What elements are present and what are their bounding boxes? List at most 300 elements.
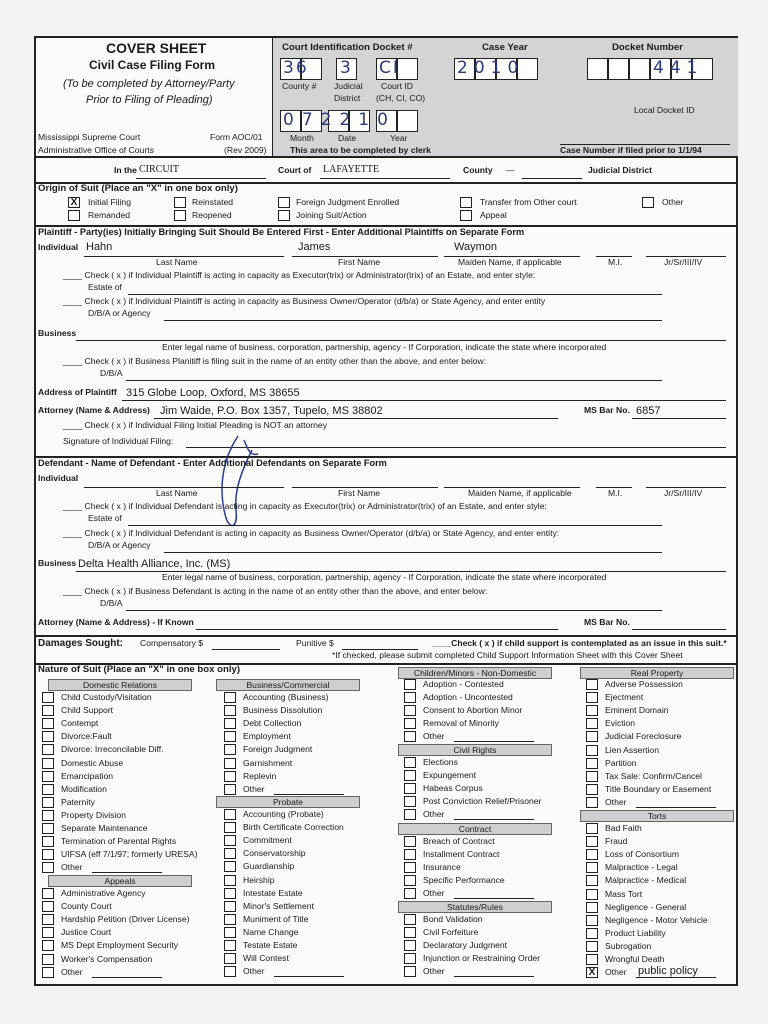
case-year-label: Case Year: [482, 42, 528, 53]
local-docket-label: Local Docket ID: [634, 105, 695, 115]
plaintiff-estate-of-label: Estate of: [88, 282, 122, 292]
torts-option: Fraud: [605, 836, 628, 847]
probate-checkbox[interactable]: [224, 835, 236, 846]
children-checkbox[interactable]: [404, 705, 416, 716]
plaintiff-heading: Plaintiff - Party(ies) Initially Bringing Suit Should Be Entered First - Enter Additional Plaintiffs on Separate Form: [38, 227, 525, 237]
children-checkbox[interactable]: [404, 692, 416, 703]
origin-joining-suit: Joining Suit/Action: [296, 210, 367, 220]
county-number-label: County #: [282, 81, 317, 91]
appeals-option: MS Dept Employment Security: [61, 940, 179, 951]
civil-rights-checkbox[interactable]: [404, 770, 416, 781]
domestic-option: Emancipation: [61, 770, 114, 781]
domestic-option: Child Support: [61, 705, 114, 716]
probate-option: Heirship: [243, 874, 275, 885]
date-label: Date: [338, 133, 357, 143]
probate-checkbox[interactable]: [224, 953, 236, 964]
contract-option: Other: [423, 888, 445, 899]
torts-checkbox[interactable]: X: [586, 967, 598, 978]
domestic-option: Modification: [61, 783, 107, 794]
remanded-checkbox[interactable]: [68, 210, 80, 221]
court-id-cell[interactable]: [397, 58, 418, 80]
real-property-checkbox[interactable]: [586, 784, 598, 795]
origin-reinstated: Reinstated: [192, 197, 234, 207]
probate-checkbox[interactable]: [224, 914, 236, 925]
children-option: Adoption - Uncontested: [423, 692, 513, 703]
judicial-label: Judicial: [334, 81, 363, 91]
probate-option: Guardianship: [243, 861, 295, 872]
appeals-checkbox[interactable]: [42, 927, 54, 938]
domestic-checkbox[interactable]: [42, 849, 54, 860]
plaintiff-first-name-label: First Name: [338, 257, 381, 267]
domestic-checkbox[interactable]: [42, 692, 54, 703]
aoc-label: Administrative Office of Courts: [38, 145, 154, 155]
child-support-note: *If checked, please submit completed Child Support Information Sheet with this Cover Sheet: [332, 650, 683, 660]
domestic-checkbox[interactable]: [42, 771, 54, 782]
probate-header: Probate: [216, 796, 360, 808]
probate-checkbox[interactable]: [224, 861, 236, 872]
clerk-note: This area to be completed by clerk: [290, 145, 431, 155]
plaintiff-ms-bar-value: 6857: [636, 405, 661, 417]
defendant-check-estate[interactable]: ____ Check ( x ) if Individual Defendant is acting in capacity as Executor(trix) or Administrator(trix) of an Estate, and enter style:: [63, 501, 547, 511]
business-option: Debt Collection: [243, 718, 302, 729]
business-checkbox[interactable]: [224, 784, 236, 795]
contract-checkbox[interactable]: [404, 875, 416, 886]
real-property-checkbox[interactable]: [586, 679, 598, 690]
children-option: Other: [423, 731, 445, 742]
date-cell[interactable]: [397, 110, 418, 132]
contract-option: Breach of Contract: [423, 836, 495, 846]
civil-rights-checkbox[interactable]: [404, 757, 416, 768]
torts-checkbox[interactable]: [586, 902, 598, 913]
real-property-checkbox[interactable]: [586, 718, 598, 729]
judicial-district-value: 3: [340, 58, 353, 78]
defendant-legal-name-note: Enter legal name of business, corporation, partnership, agency - If Corporation, indicate the state where incorporated: [162, 572, 607, 582]
plaintiff-suffix-label: Jr/Sr/III/IV: [664, 257, 703, 267]
county-label: County: [463, 165, 493, 175]
domestic-checkbox[interactable]: [42, 862, 54, 873]
defendant-dba-agency-label: D/B/A or Agency: [88, 540, 151, 550]
probate-option: Conservatorship: [243, 848, 306, 859]
compensatory-label: Compensatory $: [140, 638, 204, 648]
children-minors-header: Children/Minors - Non-Domestic: [398, 667, 552, 679]
judicial-district-label: Judicial District: [588, 165, 652, 175]
domestic-checkbox[interactable]: [42, 784, 54, 795]
real-property-option: Eminent Domain: [605, 705, 669, 716]
probate-checkbox[interactable]: [224, 940, 236, 951]
appeals-checkbox[interactable]: [42, 967, 54, 978]
statutes-checkbox[interactable]: [404, 940, 416, 951]
transfer-checkbox[interactable]: [460, 197, 472, 208]
appeals-header: Appeals: [48, 875, 192, 887]
domestic-option: Domestic Abuse: [61, 757, 124, 768]
filing-date-value: 072210: [283, 110, 396, 130]
other-write-in-line[interactable]: [92, 872, 162, 873]
torts-checkbox[interactable]: [586, 889, 598, 900]
torts-option: Loss of Consortium: [605, 849, 680, 860]
real-property-option: Tax Sale: Confirm/Cancel: [605, 770, 702, 781]
month-label: Month: [290, 133, 314, 143]
plaintiff-legal-name-note: Enter legal name of business, corporation, partnership, agency - If Corporation, indicate the state where incorporated: [162, 342, 607, 352]
county-number-value: 36: [283, 58, 309, 78]
business-option: Foreign Judgment: [243, 744, 313, 755]
child-support-check[interactable]: ____Check ( x ) if child support is contemplated as an issue in this suit.*: [432, 638, 727, 648]
business-option: Business Dissolution: [243, 705, 323, 716]
real-property-option: Judicial Foreclosure: [605, 731, 682, 742]
domestic-option: Divorce: Irreconcilable Diff.: [61, 744, 164, 755]
torts-option: Mass Tort: [605, 888, 643, 899]
children-option: Consent to Abortion Minor: [423, 705, 523, 716]
reinstated-checkbox[interactable]: [174, 197, 186, 208]
statutes-checkbox[interactable]: [404, 966, 416, 977]
domestic-option: Property Division: [61, 809, 126, 820]
plaintiff-maiden-value: Waymon: [454, 241, 497, 253]
children-option: Adoption - Contested: [423, 679, 504, 689]
plaintiff-check-business[interactable]: ____ Check ( x ) if Individual Plaintiff is acting in capacity as Business Owner/Operator (d/b/a) or State Agency, and enter entity: [63, 296, 546, 306]
probate-option: Accounting (Probate): [243, 809, 324, 819]
domestic-option: Divorce:Fault: [61, 731, 112, 742]
probate-option: Intestate Estate: [243, 887, 303, 898]
civil-rights-checkbox[interactable]: [404, 809, 416, 820]
torts-checkbox[interactable]: [586, 928, 598, 939]
plaintiff-check-estate[interactable]: ____ Check ( x ) if Individual Plaintiff is acting in capacity as Executor(trix) or Administrator(trix) of an Estate, and enter style:: [63, 270, 536, 280]
contract-checkbox[interactable]: [404, 849, 416, 860]
domestic-checkbox[interactable]: [42, 705, 54, 716]
child-support-check-text: Check ( x ) if child support is contemplated as an issue in this suit.*: [451, 638, 727, 648]
damages-label: Damages Sought:: [38, 638, 124, 649]
other-write-in-line[interactable]: [454, 819, 534, 820]
plaintiff-last-name-label: Last Name: [156, 257, 198, 267]
torts-checkbox[interactable]: [586, 849, 598, 860]
probate-option: Muniment of Title: [243, 913, 309, 924]
defendant-mi-label: M.I.: [608, 488, 623, 498]
civil-rights-header: Civil Rights: [398, 744, 552, 756]
real-property-option: Eviction: [605, 718, 636, 729]
origin-reopened: Reopened: [192, 210, 232, 220]
torts-option: Malpractice - Medical: [605, 875, 687, 886]
civil-rights-option: Elections: [423, 757, 458, 767]
contract-option: Specific Performance: [423, 875, 505, 886]
real-property-option: Title Boundary or Easement: [605, 783, 712, 794]
appeals-option: Administrative Agency: [61, 888, 146, 898]
business-option: Garnishment: [243, 757, 293, 768]
other-write-in-line[interactable]: [454, 741, 534, 742]
domestic-option: Separate Maintenance: [61, 823, 148, 833]
real-property-checkbox[interactable]: [586, 692, 598, 703]
domestic-option: Paternity: [61, 796, 95, 807]
district-label: District: [334, 93, 361, 103]
torts-checkbox[interactable]: [586, 836, 598, 847]
appeals-checkbox[interactable]: [42, 888, 54, 899]
plaintiff-mi-label: M.I.: [608, 257, 623, 267]
punitive-label: Punitive $: [296, 638, 334, 648]
torts-other-value: public policy: [638, 965, 698, 978]
docket-number-value: 441: [653, 58, 704, 78]
appeals-checkbox[interactable]: [42, 954, 54, 965]
appeals-checkbox[interactable]: [42, 940, 54, 951]
docket-cell[interactable]: [608, 58, 629, 80]
real-property-option: Lien Assertion: [605, 744, 659, 755]
contract-checkbox[interactable]: [404, 836, 416, 847]
children-checkbox[interactable]: [404, 679, 416, 690]
defendant-business-label: Business: [38, 558, 77, 568]
form-subtitle: Civil Case Filing Form: [89, 58, 216, 72]
children-checkbox[interactable]: [404, 731, 416, 742]
torts-option: Other: [605, 967, 627, 978]
statutes-option: Injunction or Restraining Order: [423, 953, 541, 964]
defendant-check-business-text: Check ( x ) if Individual Defendant is acting in capacity as Business Owner/Operator (d/b/a) or State Agency, and enter entity:: [84, 528, 560, 538]
domestic-checkbox[interactable]: [42, 797, 54, 808]
plaintiff-business-label: Business: [38, 328, 77, 338]
real-property-checkbox[interactable]: [586, 758, 598, 769]
origin-other-checkbox[interactable]: [642, 197, 654, 208]
defendant-ms-bar-label: MS Bar No.: [584, 617, 630, 627]
domestic-option: UIFSA (eff 7/1/97; formerly URESA): [61, 849, 198, 860]
plaintiff-first-name-value: James: [298, 241, 331, 253]
statutes-option: Other: [423, 966, 445, 977]
domestic-option: Contempt: [61, 718, 99, 729]
origin-other: Other: [662, 197, 684, 207]
form-title: COVER SHEET: [106, 40, 207, 56]
appeals-option: Worker's Compensation: [61, 953, 153, 964]
other-write-in-line[interactable]: [92, 977, 162, 978]
appeals-option: Hardship Petition (Driver License): [61, 914, 190, 925]
county-dash: —: [506, 165, 515, 175]
court-id-value: CI: [379, 58, 400, 78]
civil-rights-option: Habeas Corpus: [423, 783, 483, 794]
defendant-first-name-label: First Name: [338, 488, 381, 498]
defendant-suffix-label: Jr/Sr/III/IV: [664, 488, 703, 498]
probate-option: Name Change: [243, 926, 299, 937]
defendant-check-entity[interactable]: ____ Check ( x ) if Business Defendant is acting in the name of an entity other than the above, and enter below:: [63, 586, 488, 596]
domestic-option: Other: [61, 862, 83, 873]
court-id-small-label: Court ID: [381, 81, 413, 91]
torts-checkbox[interactable]: [586, 823, 598, 834]
business-checkbox[interactable]: [224, 758, 236, 769]
contract-checkbox[interactable]: [404, 862, 416, 873]
appeals-option: Other: [61, 966, 83, 977]
business-checkbox[interactable]: [224, 692, 236, 703]
defendant-check-entity-text: Check ( x ) if Business Defendant is acting in the name of an entity other than the above, and enter below:: [84, 586, 488, 596]
case-year-value: 2010: [457, 58, 525, 78]
appeals-checkbox[interactable]: [42, 901, 54, 912]
contract-checkbox[interactable]: [404, 888, 416, 899]
county-name-value: LAFAYETTE: [323, 164, 380, 175]
defendant-check-estate-text: Check ( x ) if Individual Defendant is acting in capacity as Executor(trix) or Administrator(trix) of an Estate, and enter style:: [84, 501, 547, 511]
business-checkbox[interactable]: [224, 705, 236, 716]
torts-option: Subrogation: [605, 940, 652, 951]
real-property-header: Real Property: [580, 667, 734, 679]
domestic-checkbox[interactable]: [42, 744, 54, 755]
real-property-option: Ejectment: [605, 692, 644, 703]
real-property-checkbox[interactable]: [586, 705, 598, 716]
appeal-checkbox[interactable]: [460, 210, 472, 221]
domestic-checkbox[interactable]: [42, 823, 54, 834]
business-checkbox[interactable]: [224, 718, 236, 729]
probate-checkbox[interactable]: [224, 875, 236, 886]
statutes-checkbox[interactable]: [404, 927, 416, 938]
origin-transfer: Transfer from Other court: [480, 197, 577, 207]
court-id-docket-label: Court Identification Docket #: [282, 42, 413, 53]
business-checkbox[interactable]: [224, 771, 236, 782]
civil-rights-option: Post Conviction Relief/Prisoner: [423, 796, 542, 807]
statutes-option: Declaratory Judgment: [423, 940, 508, 951]
business-checkbox[interactable]: [224, 731, 236, 742]
plaintiff-attorney-value: Jim Waide, P.O. Box 1357, Tupelo, MS 38802: [160, 405, 383, 417]
real-property-checkbox[interactable]: [586, 797, 598, 808]
civil-rights-option: Other: [423, 809, 445, 820]
torts-option: Wrongful Death: [605, 954, 665, 964]
probate-option: Will Contest: [243, 953, 289, 964]
business-option: Replevin: [243, 770, 277, 781]
instruction-line-1: (To be completed by Attorney/Party: [63, 78, 235, 90]
business-commercial-header: Business/Commercial: [216, 679, 360, 691]
probate-option: Commitment: [243, 835, 292, 846]
probate-checkbox[interactable]: [224, 966, 236, 977]
other-write-in-line[interactable]: [454, 898, 534, 899]
real-property-option: Partition: [605, 757, 637, 768]
court-type-value: CIRCUIT: [139, 164, 179, 175]
probate-option: Testate Estate: [243, 940, 298, 950]
plaintiff-check-entity[interactable]: ____ Check ( x ) if Business Planitiff is filing suit in the name of an entity other than the above, and enter below:: [63, 356, 487, 366]
civil-rights-checkbox[interactable]: [404, 783, 416, 794]
statutes-checkbox[interactable]: [404, 953, 416, 964]
probate-checkbox[interactable]: [224, 927, 236, 938]
statutes-option: Civil Forfeiture: [423, 927, 479, 938]
origin-remanded: Remanded: [88, 210, 131, 220]
domestic-checkbox[interactable]: [42, 731, 54, 742]
business-option: Employment: [243, 731, 291, 742]
plaintiff-dba-label: D/B/A: [100, 368, 123, 378]
plaintiff-address-value: 315 Globe Loop, Oxford, MS 38655: [126, 387, 300, 399]
plaintiff-address-label: Address of Plaintiff: [38, 387, 117, 397]
defendant-maiden-label: Maiden Name, if applicable: [468, 488, 572, 498]
year-label: Year: [390, 133, 408, 143]
domestic-relations-header: Domestic Relations: [48, 679, 192, 691]
torts-option: Product Liability: [605, 927, 666, 938]
defendant-business-value: Delta Health Alliance, Inc. (MS): [78, 558, 231, 570]
torts-option: Negligence - General: [605, 901, 687, 912]
court-of-label: Court of: [278, 165, 312, 175]
docket-number-label: Docket Number: [612, 42, 683, 53]
children-checkbox[interactable]: [404, 718, 416, 729]
plaintiff-attorney-label: Attorney (Name & Address): [38, 405, 150, 415]
plaintiff-check-business-text: Check ( x ) if Individual Plaintiff is acting in capacity as Business Owner/Operator (d/b/a) or State Agency, and enter entity: [84, 296, 546, 306]
foreign-judgment-checkbox[interactable]: [278, 197, 290, 208]
other-write-in-line[interactable]: [454, 976, 534, 977]
plaintiff-check-not-attorney-text: Check ( x ) if Individual Filing Initial Pleading is NOT an attorney: [84, 420, 327, 430]
cover-sheet-form: [34, 36, 738, 986]
plaintiff-last-name-value: Hahn: [86, 241, 113, 253]
children-option: Removal of Minority: [423, 718, 499, 729]
defendant-individual-label: Individual: [38, 473, 79, 483]
docket-cell[interactable]: [629, 58, 650, 80]
probate-checkbox[interactable]: [224, 901, 236, 912]
origin-appeal: Appeal: [480, 210, 507, 220]
form-revision: (Rev 2009): [224, 145, 267, 155]
defendant-dba-label: D/B/A: [100, 598, 123, 608]
reopened-checkbox[interactable]: [174, 210, 186, 221]
civil-rights-option: Expungement: [423, 770, 477, 781]
origin-foreign-judgment: Foreign Judgment Enrolled: [296, 197, 400, 207]
defendant-attorney-label: Attorney (Name & Address) - If Known: [38, 617, 194, 627]
torts-header: Torts: [580, 810, 734, 822]
plaintiff-ms-bar-label: MS Bar No.: [584, 405, 630, 415]
plaintiff-check-not-attorney[interactable]: ____ Check ( x ) if Individual Filing Initial Pleading is NOT an attorney: [63, 420, 327, 430]
real-property-option: Other: [605, 796, 627, 807]
other-write-in-line[interactable]: [274, 794, 344, 795]
probate-checkbox[interactable]: [224, 822, 236, 833]
docket-cell[interactable]: [587, 58, 608, 80]
torts-option: Bad Faith: [605, 823, 642, 833]
business-option: Other: [243, 783, 265, 794]
torts-checkbox[interactable]: [586, 862, 598, 873]
other-write-in-line[interactable]: [636, 977, 716, 978]
real-property-checkbox[interactable]: [586, 771, 598, 782]
real-property-checkbox[interactable]: [586, 745, 598, 756]
domestic-checkbox[interactable]: [42, 718, 54, 729]
torts-option: Malpractice - Legal: [605, 862, 678, 873]
plaintiff-individual-label: Individual: [38, 242, 79, 252]
instruction-line-2: Prior to Filing of Pleading): [86, 94, 213, 106]
in-the-label: In the: [114, 165, 137, 175]
signature-label: Signature of Individual Filing:: [63, 436, 174, 446]
other-write-in-line[interactable]: [274, 976, 344, 977]
initial-filing-checkbox[interactable]: X: [68, 197, 80, 208]
statutes-option: Bond Validation: [423, 914, 483, 924]
plaintiff-check-entity-text: Check ( x ) if Business Planitiff is filing suit in the name of an entity other than the above, and enter below:: [84, 356, 487, 366]
joining-suit-checkbox[interactable]: [278, 210, 290, 221]
business-checkbox[interactable]: [224, 744, 236, 755]
statutes-checkbox[interactable]: [404, 914, 416, 925]
other-write-in-line[interactable]: [636, 807, 716, 808]
case-number-note: Case Number if filed prior to 1/1/94: [560, 145, 702, 155]
contract-option: Insurance: [423, 862, 461, 873]
torts-checkbox[interactable]: [586, 941, 598, 952]
court-id-types: (CH, CI, CO): [376, 93, 426, 103]
real-property-checkbox[interactable]: [586, 731, 598, 742]
civil-rights-checkbox[interactable]: [404, 796, 416, 807]
torts-checkbox[interactable]: [586, 954, 598, 965]
plaintiff-maiden-label: Maiden Name, if applicable: [458, 257, 562, 267]
defendant-estate-of-label: Estate of: [88, 513, 122, 523]
ms-supreme-court: Mississippi Supreme Court: [38, 132, 141, 142]
origin-initial-filing: Initial Filing: [88, 197, 131, 207]
origin-heading: Origin of Suit (Place an "X" in one box only): [38, 183, 238, 194]
probate-option: Other: [243, 966, 265, 977]
domestic-checkbox[interactable]: [42, 810, 54, 821]
probate-option: Minor's Settlement: [243, 900, 314, 911]
domestic-checkbox[interactable]: [42, 836, 54, 847]
form-number: Form AOC/01: [210, 132, 263, 142]
defendant-check-business[interactable]: ____ Check ( x ) if Individual Defendant is acting in capacity as Business Owner/Operator (d/b/a) or State Agency, and enter entity:: [63, 528, 560, 538]
contract-option: Installment Contract: [423, 849, 500, 860]
appeals-option: County Court: [61, 901, 112, 912]
defendant-heading: Defendant - Name of Defendant - Enter Additional Defendants on Separate Form: [38, 458, 387, 468]
probate-checkbox[interactable]: [224, 888, 236, 899]
probate-checkbox[interactable]: [224, 809, 236, 820]
contract-header: Contract: [398, 823, 552, 835]
torts-checkbox[interactable]: [586, 915, 598, 926]
appeals-checkbox[interactable]: [42, 914, 54, 925]
domestic-checkbox[interactable]: [42, 758, 54, 769]
probate-checkbox[interactable]: [224, 848, 236, 859]
signature-mark: [208, 430, 268, 540]
probate-option: Birth Certificate Correction: [243, 822, 344, 833]
plaintiff-dba-agency-label: D/B/A or Agency: [88, 308, 151, 318]
torts-checkbox[interactable]: [586, 875, 598, 886]
torts-option: Negligence - Motor Vehicle: [605, 914, 708, 925]
nature-heading: Nature of Suit (Place an "X" in one box only): [38, 664, 241, 675]
